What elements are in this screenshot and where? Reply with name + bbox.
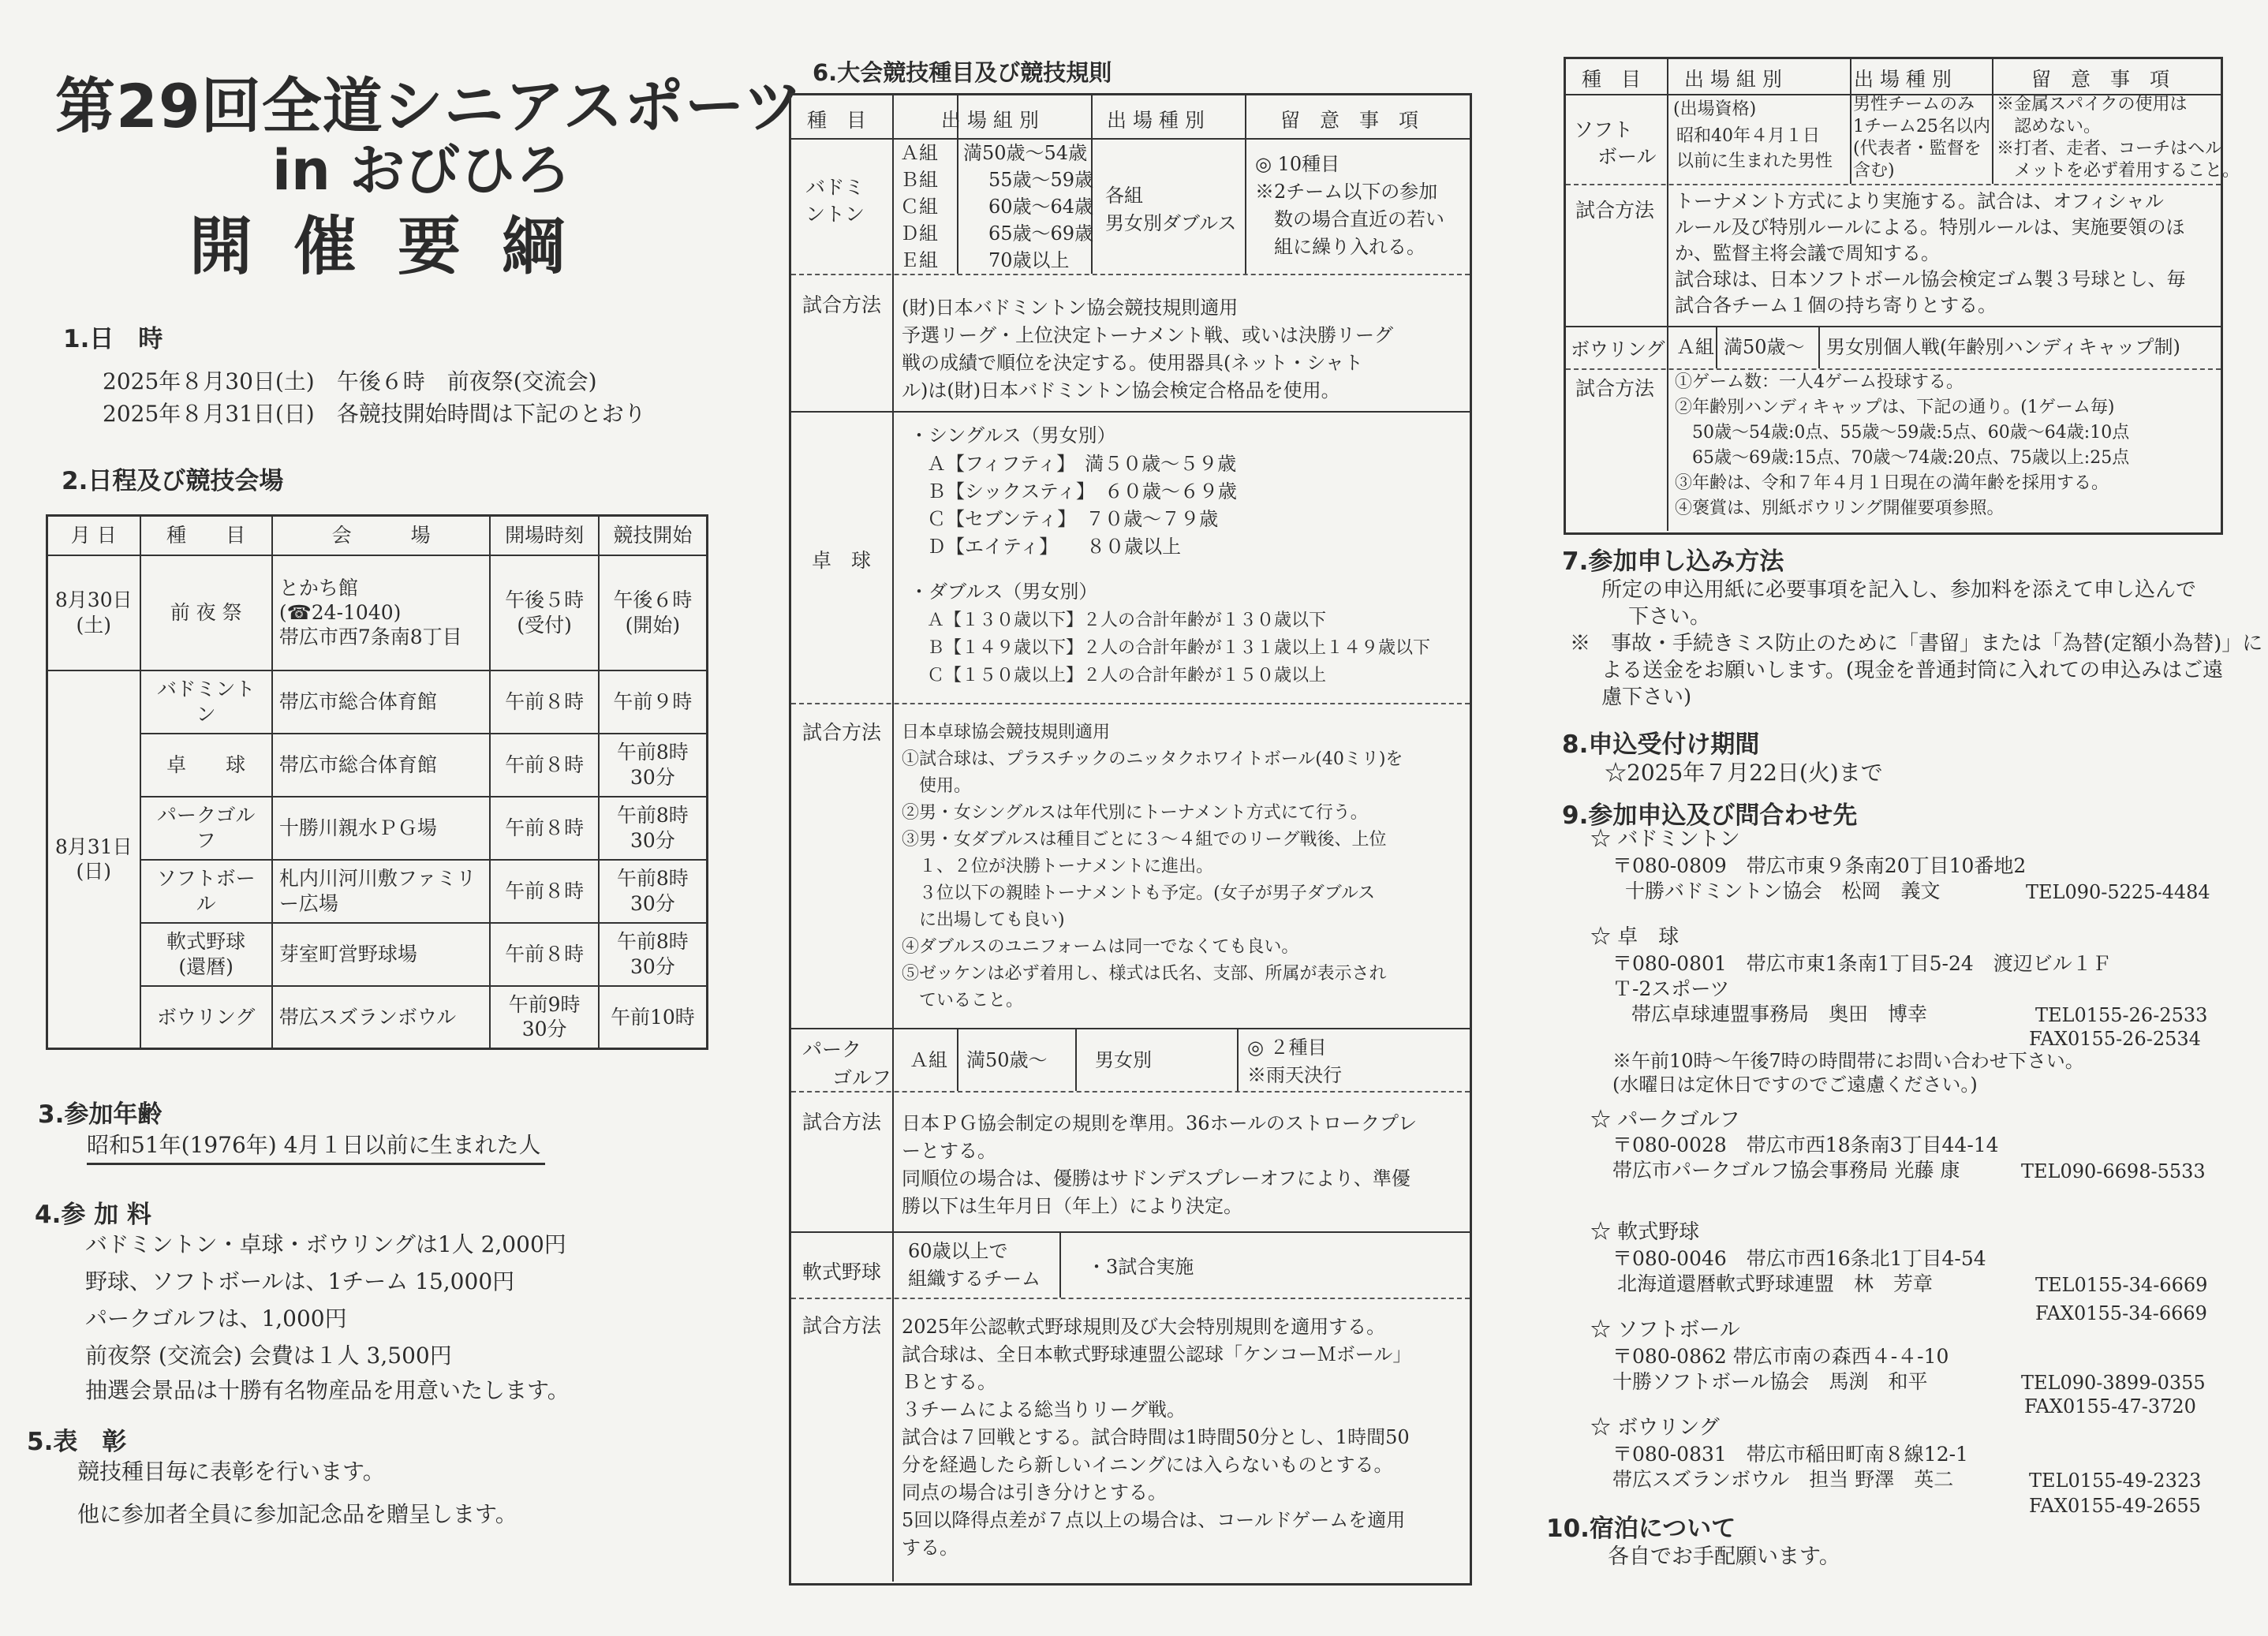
contact-bb-title: ☆ 軟式野球	[1590, 1220, 1700, 1244]
venue-eve-phone: (☎24-1040)	[278, 600, 402, 624]
start-baseball: 午前8時30分	[599, 923, 708, 986]
contact-tt-l2: Ｔ-2スポーツ	[1612, 977, 1730, 1000]
section-4-heading: 4.参 加 料	[35, 1201, 151, 1229]
schedule-line-2: 2025年８月31日(日) 各競技開始時間は下記のとおり	[103, 401, 646, 427]
badminton-age-c: 60歳～64歳	[988, 196, 1094, 218]
apply-note-3: 慮下さい)	[1601, 685, 1692, 709]
bb-method-3: Ｂとする。	[902, 1371, 996, 1393]
tabletennis-method-label: 試合方法	[802, 721, 882, 744]
bw-method-3: 50歳～54歳:0点、55歳～59歳:5点、60歳～64歳:10点	[1675, 423, 2130, 443]
contact-pg-l1: 〒080-0028 帯広市西18条南3丁目44-14	[1612, 1134, 1999, 1156]
tt-method-1: 日本卓球協会競技規則適用	[902, 723, 1111, 742]
tt-method-2: ①試合球は、プラスチックのニッタクホワイトボール(40ミリ)を	[902, 749, 1403, 769]
apply-line-1: 所定の申込用紙に必要事項を記入し、参加料を添えて申し込んで	[1601, 578, 2197, 602]
parkgolf-note-1: ◎ ２種目	[1247, 1037, 1327, 1059]
softball-name-1: ソフト	[1574, 118, 1634, 141]
pg-method-2: ーとする。	[902, 1140, 996, 1162]
start-softball: 午前8時30分	[599, 860, 708, 923]
badminton-note-1: ◎ 10種目	[1255, 153, 1340, 175]
bb-method-6: 分を経過したら新しいイニングには入らないものとする。	[902, 1454, 1393, 1476]
age-requirement: 昭和51年(1976年) 4月１日以前に生まれた人	[87, 1131, 545, 1165]
sb-method-5: 試合各チーム１個の持ち寄りとする。	[1675, 294, 1997, 316]
tt-singles-title: ・シングルス（男女別）	[910, 424, 1116, 446]
bw-method-5: ③年齢は、令和７年４月１日現在の満年齢を採用する。	[1675, 473, 2109, 493]
contact-bw-tel: TEL0155-49-2323	[2029, 1470, 2202, 1492]
softball-type-4: 含む)	[1853, 161, 1895, 181]
start-eve-time: 午後６時	[613, 588, 693, 612]
tt-singles-b: Ｂ【シックスティ】 ６０歳～６９歳	[927, 480, 1237, 502]
contact-tt-tel: TEL0155-26-2533	[2035, 1004, 2208, 1026]
tt-singles-c: Ｃ【セブンティ】 ７０歳～７９歳	[927, 508, 1219, 530]
baseball-group-1: 60歳以上で	[908, 1240, 1008, 1262]
event-baseball-name: 軟式野球	[166, 930, 246, 954]
contact-tt-note-2: (水曜日は定休日ですのでご遠慮ください。)	[1612, 1074, 1978, 1096]
rules-table	[789, 93, 1472, 1586]
badminton-note-3: 数の場合直近の若い	[1274, 208, 1444, 230]
bb-method-4: ３チームによる総当りリーグ戦。	[902, 1399, 1186, 1421]
contact-pg-tel: TEL090-6698-5533	[2021, 1160, 2206, 1182]
venue-eve-address: 帯広市西7条南8丁目	[278, 626, 462, 649]
section-2-heading: 2.日程及び競技会場	[62, 467, 284, 495]
baseball-name: 軟式野球	[802, 1261, 882, 1283]
tt-method-11: ていること。	[902, 991, 1024, 1010]
badminton-type-1: 各組	[1105, 185, 1143, 207]
section-1-heading: 1.日 時	[63, 325, 163, 353]
bowling-name: ボウリング	[1571, 338, 1665, 360]
rules2-th-group: 出 場 組 別	[1684, 68, 1782, 91]
contact-tt-title: ☆ 卓 球	[1590, 925, 1680, 949]
open-badminton: 午前８時	[490, 670, 598, 734]
date-aug31: 8月31日(日)	[47, 670, 140, 1049]
bowling-type: 男女別個人戦(年齢別ハンディキャップ制)	[1826, 336, 2180, 358]
softball-method-label: 試合方法	[1575, 199, 1655, 222]
parkgolf-name-2: ゴルフ	[832, 1066, 892, 1089]
bw-method-6: ④褒賞は、別紙ボウリング開催要項参照。	[1675, 499, 2005, 518]
rules-th-group: 出 場 組 別	[941, 109, 1039, 132]
th-open: 開場時刻	[490, 516, 598, 555]
schedule-line-1: 2025年８月30日(土) 午後６時 前夜祭(交流会)	[103, 368, 597, 394]
parkgolf-type: 男女別	[1095, 1049, 1152, 1071]
award-line-2: 他に参加者全員に参加記念品を贈呈します。	[77, 1501, 517, 1527]
start-badminton: 午前９時	[599, 670, 708, 734]
badminton-note-4: 組に繰り入れる。	[1274, 236, 1425, 258]
section-9-heading: 9.参加申込及び問合わせ先	[1562, 801, 1858, 830]
softball-note-2: 認めない。	[1997, 117, 2102, 136]
tt-method-7: ３位以下の親睦トーナメントも予定。(女子が男子ダブルス	[902, 883, 1376, 903]
contact-pg-title: ☆ パークゴルフ	[1590, 1108, 1740, 1132]
event-bowling: ボウリング	[140, 986, 272, 1049]
badminton-type-2: 男女別ダブルス	[1105, 212, 1237, 234]
contact-bb-fax: FAX0155-34-6669	[2035, 1302, 2207, 1324]
badminton-method-3: 戦の成績で順位を決定する。使用器具(ネット・シャト	[902, 352, 1363, 374]
event-badminton: バドミントン	[140, 670, 272, 734]
bb-method-9: する。	[902, 1537, 958, 1559]
bb-method-8: 5回以降得点差が７点以上の場合は、コールドゲームを適用	[902, 1509, 1406, 1531]
badminton-note-2: ※2チーム以下の参加	[1255, 181, 1438, 203]
badminton-group-a: Ａ組	[900, 142, 938, 164]
tt-method-8: に出場しても良い)	[902, 910, 1065, 930]
section-3-heading: 3.参加年齢	[38, 1100, 163, 1129]
rules-th-event: 種 目	[807, 109, 867, 132]
start-tabletennis: 午前8時30分	[599, 734, 708, 797]
bb-method-5: 試合は７回戦とする。試合時間は1時間50分とし、1時間50	[902, 1426, 1410, 1448]
rules-th-notes: 留 意 事 項	[1280, 109, 1419, 132]
venue-baseball: 芽室町営野球場	[272, 923, 491, 986]
contact-tt-fax: FAX0155-26-2534	[2029, 1028, 2201, 1050]
softball-type-3: (代表者・監督を	[1853, 139, 1982, 159]
softball-type-1: 男性チームのみ	[1853, 95, 1975, 114]
softball-note-3: ※打者、走者、コーチはヘル	[1997, 139, 2223, 159]
venue-eve-name: とかち館	[278, 576, 358, 599]
badminton-age-a: 満50歳～54歳	[963, 142, 1088, 164]
th-venue: 会 場	[272, 516, 491, 555]
lodging-text: 各自でお手配願います。	[1608, 1544, 1840, 1569]
start-eve-note: (開始)	[625, 613, 681, 637]
contact-badminton-title: ☆ バドミントン	[1590, 827, 1740, 851]
tt-doubles-a: Ａ【１３０歳以下】２人の合計年齢が１３０歳以下	[927, 611, 1327, 630]
sb-method-2: ルール及び特別ルールによる。特別ルールは、実施要領のほ	[1675, 216, 2185, 238]
event-tabletennis: 卓 球	[140, 734, 272, 797]
pg-method-4: 勝以下は生年月日（年上）により決定。	[902, 1195, 1242, 1217]
fee-line-2: 野球、ソフトボールは、1チーム 15,000円	[85, 1268, 515, 1294]
parkgolf-group: Ａ組 満50歳～	[910, 1049, 1048, 1071]
bowling-age: 満50歳～	[1724, 336, 1805, 358]
rules-table-2	[1564, 57, 2240, 535]
award-line-1: 競技種目毎に表彰を行います。	[77, 1459, 385, 1485]
contact-sb-l1: 〒080-0862 帯広市南の森西４-４-10	[1612, 1345, 1949, 1368]
softball-name-2: ボール	[1597, 145, 1657, 168]
open-parkgolf: 午前８時	[490, 797, 598, 860]
bb-method-2: 試合球は、全日本軟式野球連盟公認球「ケンコーＭボール」	[902, 1343, 1412, 1365]
fee-line-1: バドミントン・卓球・ボウリングは1人 2,000円	[85, 1231, 566, 1257]
event-baseball	[140, 923, 272, 986]
tt-method-9: ④ダブルスのユニフォームは同一でなくても良い。	[902, 937, 1299, 957]
contact-sb-tel: TEL090-3899-0355	[2021, 1372, 2206, 1394]
fee-line-5: 抽選会景品は十勝有名物産品を用意いたします。	[85, 1377, 570, 1403]
badminton-group-d: Ｄ組	[900, 222, 938, 245]
venue-tabletennis: 帯広市総合体育館	[272, 734, 491, 797]
tt-doubles-c: Ｃ【１５０歳以上】２人の合計年齢が１５０歳以上	[927, 666, 1327, 685]
rules-th-type: 出 場 種 別	[1107, 109, 1205, 132]
rules2-th-notes: 留 意 事 項	[2031, 68, 2170, 91]
venue-softball: 札内川河川敷ファミリー広場	[272, 860, 491, 923]
tt-doubles-b: Ｂ【１４９歳以下】２人の合計年齢が１３１歳以上１４９歳以下	[927, 638, 1431, 658]
rules2-th-event: 種 目	[1582, 68, 1642, 91]
contact-tt-note-1: ※午前10時～午後7時の時間帯にお問い合わせ下さい。	[1612, 1050, 2084, 1072]
softball-note-1: ※金属スパイクの使用は	[1997, 95, 2188, 114]
event-softball: ソフトボール	[140, 860, 272, 923]
contact-pg-l2: 帯広市パークゴルフ協会事務局 光藤 康	[1612, 1159, 1960, 1182]
open-softball: 午前８時	[490, 860, 598, 923]
contact-sb-l2: 十勝ソフトボール協会 馬渕 和平	[1612, 1370, 1928, 1393]
start-bowling: 午前10時	[599, 986, 708, 1049]
contact-bw-title: ☆ ボウリング	[1590, 1416, 1720, 1440]
bb-method-7: 同点の場合は引き分けとする。	[902, 1481, 1167, 1503]
baseball-method-label: 試合方法	[802, 1314, 882, 1337]
apply-note-1: ※ 事故・手続きミス防止のために「書留」または「為替(定額小為替)」に	[1570, 632, 2263, 656]
th-start: 競技開始	[599, 516, 708, 555]
contact-sb-fax: FAX0155-47-3720	[2024, 1395, 2196, 1417]
section-6-heading: 6.大会競技種目及び競技規則	[813, 59, 1112, 86]
contact-sb-title: ☆ ソフトボール	[1590, 1318, 1740, 1342]
tt-method-4: ②男・女シングルスは年代別にトーナメント方式にて行う。	[902, 803, 1368, 823]
tt-singles-a: Ａ【フィフティ】 満５０歳～５９歳	[927, 453, 1237, 475]
badminton-method-2: 予選リーグ・上位決定トーナメント戦、或いは決勝リーグ	[902, 324, 1394, 346]
contact-tt-l3: 帯広卓球連盟事務局 奥田 博幸	[1631, 1003, 1928, 1025]
contact-tt-l1: 〒080-0801 帯広市東1条南1丁目5-24 渡辺ビル１Ｆ	[1612, 952, 2112, 975]
open-tabletennis: 午前８時	[490, 734, 598, 797]
start-eve	[599, 555, 708, 670]
open-eve-time: 午後５時	[505, 588, 585, 612]
badminton-method-label: 試合方法	[802, 293, 882, 316]
tabletennis-name: 卓 球	[812, 549, 872, 572]
bw-method-4: 65歳～69歳:15点、70歳～74歳:20点、75歳以上:25点	[1675, 448, 2130, 468]
fee-line-3: パークゴルフは、1,000円	[85, 1305, 347, 1332]
bowling-method-label: 試合方法	[1575, 377, 1655, 400]
badminton-group-e: Ｅ組	[900, 249, 938, 271]
badminton-method-1: (財)日本バドミントン協会競技規則適用	[902, 297, 1239, 319]
title-line-3: 開催要綱	[189, 210, 606, 283]
baseball-group-2: 組織するチーム	[908, 1268, 1041, 1290]
contact-bb-l1: 〒080-0046 帯広市西16条北1丁目4-54	[1612, 1247, 1986, 1270]
th-event: 種 目	[140, 516, 272, 555]
contact-bw-fax: FAX0155-49-2655	[2029, 1495, 2201, 1517]
venue-table	[46, 514, 708, 1050]
softball-type-2: 1チーム25名以内	[1853, 117, 1990, 136]
date-aug30: 8月30日(土)	[47, 555, 140, 670]
venue-parkgolf: 十勝川親水ＰＧ場	[272, 797, 491, 860]
contact-badminton-l1: 〒080-0809 帯広市東９条南20丁目10番地2	[1612, 854, 2027, 877]
bw-method-1: ①ゲーム数：一人4ゲーム投球する。	[1675, 372, 1963, 392]
th-date: 月 日	[47, 516, 140, 555]
contact-bb-tel: TEL0155-34-6669	[2035, 1274, 2208, 1296]
event-eve: 前 夜 祭	[140, 555, 272, 670]
open-eve	[490, 555, 598, 670]
event-baseball-note: (還暦)	[178, 954, 234, 978]
bw-method-2: ②年齢別ハンディキャップは、下記の通り。(1ゲーム毎)	[1675, 398, 2115, 417]
baseball-note: ・3試合実施	[1087, 1256, 1194, 1278]
tt-method-3: 使用。	[902, 776, 972, 796]
deadline: ☆2025年７月22日(火)まで	[1605, 760, 1883, 786]
badminton-group-b: Ｂ組	[900, 169, 938, 191]
apply-line-2: 下さい。	[1628, 605, 1711, 629]
badminton-group-c: Ｃ組	[900, 196, 938, 218]
sb-method-4: 試合球は、日本ソフトボール協会検定ゴム製３号球とし、毎	[1675, 268, 2186, 290]
open-baseball: 午前８時	[490, 923, 598, 986]
badminton-method-4: ル)は(財)日本バドミントン協会検定合格品を使用。	[902, 379, 1340, 402]
start-parkgolf: 午前8時30分	[599, 797, 708, 860]
softball-group-2: 昭和40年４月１日	[1676, 126, 1820, 146]
pg-method-3: 同順位の場合は、優勝はサドンデスプレーオフにより、準優	[902, 1167, 1410, 1190]
badminton-age-d: 65歳～69歳	[988, 222, 1094, 245]
badminton-age-e: 70歳以上	[988, 249, 1070, 271]
tt-singles-d: Ｄ【エイティ】 ８０歳以上	[927, 536, 1182, 558]
section-5-heading: 5.表 彰	[27, 1428, 127, 1456]
venue-badminton: 帯広市総合体育館	[272, 670, 491, 734]
parkgolf-note-2: ※雨天決行	[1247, 1064, 1342, 1086]
bb-method-1: 2025年公認軟式野球規則及び大会特別規則を適用する。	[902, 1316, 1386, 1338]
softball-group-1: (出場資格)	[1673, 99, 1757, 119]
sb-method-1: トーナメント方式により実施する。試合は、オフィシャル	[1675, 190, 2164, 212]
contact-badminton-tel: TEL090-5225-4484	[2026, 881, 2210, 903]
open-bowling: 午前9時30分	[490, 986, 598, 1049]
title-line-1: 第29回全道シニアスポーツ	[55, 71, 804, 141]
venue-bowling: 帯広スズランボウル	[272, 986, 491, 1049]
tt-method-10: ⑤ゼッケンは必ず着用し、様式は氏名、支部、所属が表示され	[902, 964, 1387, 984]
title-line-2: in おびひろ	[272, 138, 571, 203]
contact-bw-l2: 帯広スズランボウル 担当 野澤 英二	[1612, 1468, 1954, 1491]
sb-method-3: か、監督主将会議で周知する。	[1675, 242, 1940, 264]
rules2-th-type: 出 場 種 別	[1854, 68, 1952, 91]
apply-note-2: よる送金をお願いします。(現金を普通封筒に入れての申込みはご遠	[1601, 659, 2224, 682]
pg-method-1: 日本ＰＧ協会制定の規則を準用。36ホールのストロークプレ	[902, 1112, 1418, 1134]
tt-method-6: １、２位が決勝トーナメントに進出。	[902, 857, 1214, 876]
contact-bb-l2: 北海道還暦軟式野球連盟 林 芳章	[1617, 1272, 1934, 1295]
fee-line-4: 前夜祭 (交流会) 会費は１人 3,500円	[85, 1343, 452, 1369]
event-parkgolf: パークゴルフ	[140, 797, 272, 860]
tt-doubles-title: ・ダブルス（男女別）	[910, 581, 1098, 603]
section-10-heading: 10.宿泊について	[1546, 1515, 1736, 1543]
badminton-age-b: 55歳～59歳	[988, 169, 1094, 191]
contact-bw-l1: 〒080-0831 帯広市稲田町南８線12-1	[1612, 1443, 1968, 1466]
open-eve-note: (受付)	[517, 613, 572, 637]
contact-badminton-l2: 十勝バドミントン協会 松岡 義文	[1625, 880, 1941, 902]
tt-method-5: ③男・女ダブルスは種目ごとに３～４組でのリーグ戦後、上位	[902, 830, 1387, 850]
softball-note-4: メットを必ず着用すること。	[1997, 161, 2240, 181]
softball-group-3: 以前に生まれた男性	[1676, 151, 1833, 171]
bowling-group: Ａ組	[1676, 336, 1714, 358]
venue-eve	[272, 555, 491, 670]
section-7-heading: 7.参加申し込み方法	[1562, 547, 1784, 576]
section-8-heading: 8.申込受付け期間	[1562, 730, 1760, 759]
parkgolf-name-1: パーク	[802, 1038, 862, 1061]
badminton-name: バドミントン	[805, 176, 865, 226]
parkgolf-method-label: 試合方法	[802, 1111, 882, 1134]
